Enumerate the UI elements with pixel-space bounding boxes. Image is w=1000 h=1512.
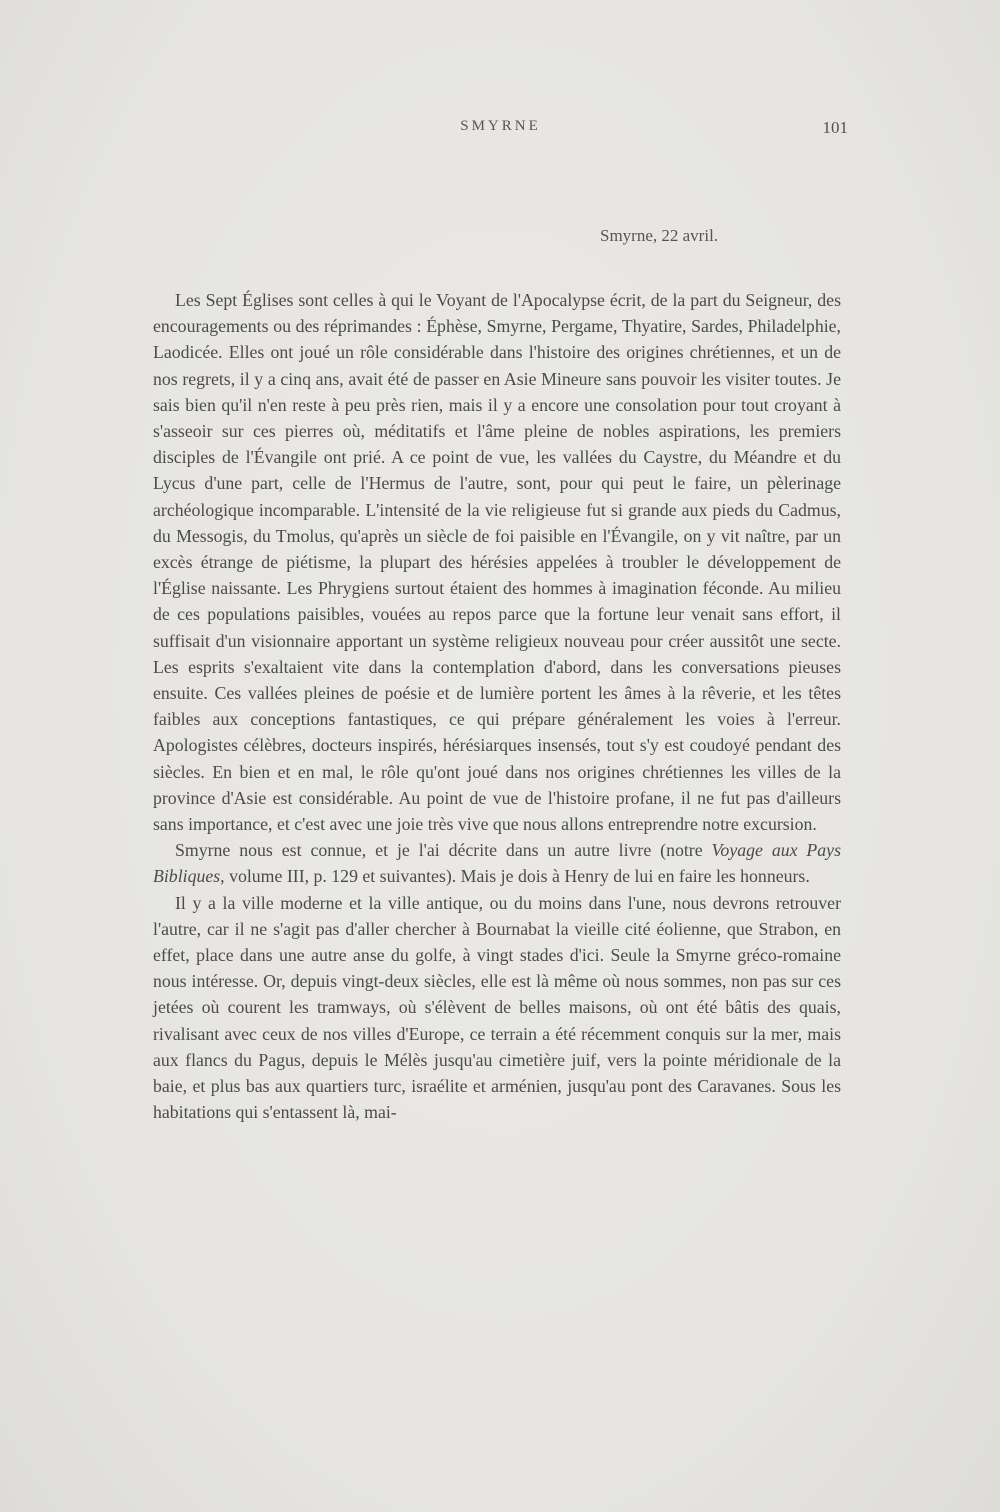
paragraph-modern-ancient-city: Il y a la ville moderne et la ville antique, ou du moins dans l'une, nous devrons retrouver l'autre, car il ne s'agit pas d'aller chercher à Bournabat la vieille cité éolienne, que Strabon, en effet, place dans une autre anse du golfe, à vingt stades d'ici. Seule la Smyrne gréco-romaine nous intéresse. Or, depuis vingt-deux siècles, elle est là même où nous sommes, non pas sur ces jetées où courent les tramways, où s'élèvent de belles maisons, où ont été bâtis des quais, rivalisant avec ceux de nos villes d'Europe, ce terrain a été récemment conquis sur la mer, mais aux flancs du Pagus, depuis le Mélès jusqu'au cimetière juif, vers la pointe méridionale de la baie, et plus bas aux quartiers turc, israélite et arménien, jusqu'au pont des Caravanes. Sous les habitations qui s'entassent là, mai- — [153, 892, 841, 1123]
running-title: SMYRNE — [460, 118, 541, 134]
running-head — [153, 118, 848, 146]
book-title-italic: Voyage aux Pays Bibliques, — [153, 840, 841, 887]
paragraph-text: Smyrne nous est connue, et je l'ai décrite dans un autre livre (notre — [175, 840, 712, 861]
paragraph-text: volume III, p. 129 et suivantes). Mais je dois à Henry de lui en faire les honneurs. — [224, 866, 810, 887]
paragraph-seven-churches: Les Sept Églises sont celles à qui le Voyant de l'Apocalypse écrit, de la part du Seigneur, des encouragements ou des réprimandes : Éphèse, Smyrne, Pergame, Thyatire, Sardes, Philadelphie, Laodicée. Elles ont joué un rôle considérable dans l'histoire des origines chrétiennes, et un de nos regrets, il y a cinq ans, avait été de passer en Asie Mineure sans pouvoir les visiter toutes. Je sais bien qu'il n'en reste à peu près rien, mais il y a encore une consolation pour tout croyant à s'asseoir sur ces pierres où, méditatifs et l'âme pleine de nobles aspirations, les premiers disciples de l'Évangile ont prié. A ce point de vue, les vallées du Caystre, du Méandre et du Lycus d'une part, celle de l'Hermus de l'autre, sont, pour qui peut le faire, un pèlerinage archéologique incomparable. L'intensité de la vie religieuse fut si grande aux pieds du Cadmus, du Messogis, du Tmolus, qu'après un siècle de foi paisible en l'Évangile, on y vit naître, par un excès étrange de piétisme, la plupart des hérésies appelées à troubler le développement de l'Église naissante. Les Phrygiens surtout étaient des hommes à imagination féconde. Au milieu de ces populations paisibles, vouées au repos parce que la fortune leur venait sans effort, il suffisait d'un visionnaire apportant un système religieux nouveau pour créer aussitôt une secte. Les esprits s'exaltaient vite dans la contemplation d'abord, dans les conversations pieuses ensuite. Ces vallées pleines de poésie et de lumière portent les âmes à la rêverie, et les têtes faibles aux conceptions fantastiques, ce qui prépare généralement les voies à l'erreur. Apologistes célèbres, docteurs inspirés, hérésiarques insensés, tout s'y est coudoyé pendant des siècles. En bien et en mal, le rôle qu'ont joué dans nos origines chrétiennes les villes de la province d'Asie est considérable. Au point de vue de l'histoire profane, il ne fut pas d'ailleurs sans importance, et c'est avec une joie très vive que nous allons entreprendre notre excursion. — [153, 290, 841, 835]
body-text — [153, 287, 841, 1126]
dateline: Smyrne, 22 avril. — [600, 226, 719, 245]
paragraph-smyrna-known — [153, 837, 841, 889]
page-number: 101 — [822, 118, 848, 137]
